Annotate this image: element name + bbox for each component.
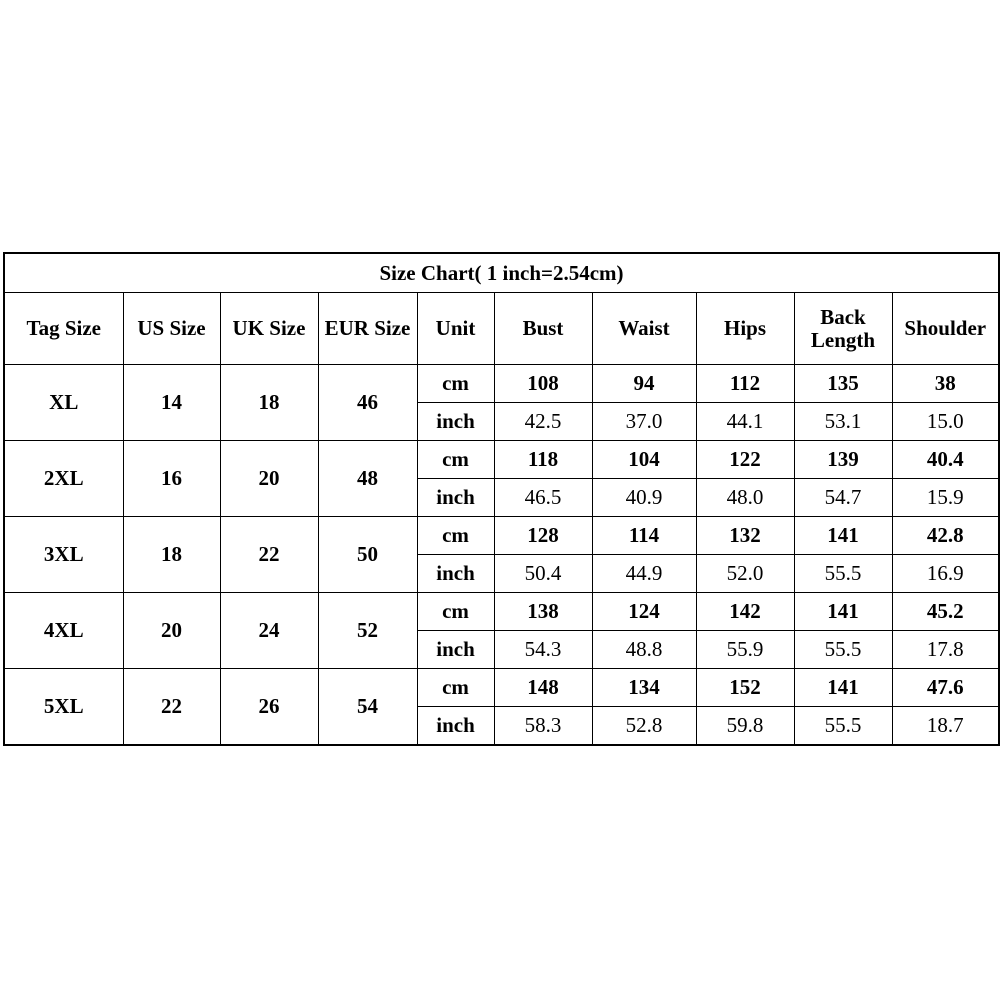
shoulder-cm-cell: 42.8 (892, 517, 999, 555)
table-row (4, 365, 999, 403)
back-length-cm-cell: 139 (794, 441, 892, 479)
table-row (4, 593, 999, 631)
header-us-size: US Size (123, 293, 220, 365)
size-chart-body (4, 253, 999, 745)
back-length-inch-cell: 54.7 (794, 479, 892, 517)
us-size-cell: 14 (123, 365, 220, 441)
hips-cm-cell: 122 (696, 441, 794, 479)
waist-inch-cell: 48.8 (592, 631, 696, 669)
bust-cm-cell: 128 (494, 517, 592, 555)
waist-cm-cell: 134 (592, 669, 696, 707)
header-row (4, 293, 999, 365)
bust-inch-cell: 54.3 (494, 631, 592, 669)
back-length-cm-cell: 135 (794, 365, 892, 403)
eur-size-cell: 46 (318, 365, 417, 441)
us-size-cell: 20 (123, 593, 220, 669)
back-length-inch-cell: 55.5 (794, 555, 892, 593)
bust-inch-cell: 50.4 (494, 555, 592, 593)
bust-inch-cell: 42.5 (494, 403, 592, 441)
hips-cm-cell: 142 (696, 593, 794, 631)
unit-cell: inch (417, 555, 494, 593)
hips-cm-cell: 132 (696, 517, 794, 555)
table-row (4, 669, 999, 707)
back-length-inch-cell: 55.5 (794, 631, 892, 669)
shoulder-inch-cell: 17.8 (892, 631, 999, 669)
size-chart-table (3, 252, 1000, 746)
bust-cm-cell: 138 (494, 593, 592, 631)
unit-cell: cm (417, 365, 494, 403)
eur-size-cell: 52 (318, 593, 417, 669)
shoulder-cm-cell: 38 (892, 365, 999, 403)
waist-cm-cell: 114 (592, 517, 696, 555)
back-length-cm-cell: 141 (794, 669, 892, 707)
unit-cell: inch (417, 403, 494, 441)
bust-inch-cell: 46.5 (494, 479, 592, 517)
hips-inch-cell: 59.8 (696, 707, 794, 746)
hips-inch-cell: 55.9 (696, 631, 794, 669)
waist-cm-cell: 104 (592, 441, 696, 479)
unit-cell: inch (417, 479, 494, 517)
uk-size-cell: 22 (220, 517, 318, 593)
shoulder-cm-cell: 45.2 (892, 593, 999, 631)
hips-cm-cell: 112 (696, 365, 794, 403)
shoulder-inch-cell: 15.0 (892, 403, 999, 441)
tag-size-cell: 3XL (4, 517, 123, 593)
unit-cell: cm (417, 669, 494, 707)
unit-cell: cm (417, 441, 494, 479)
bust-inch-cell: 58.3 (494, 707, 592, 746)
hips-inch-cell: 44.1 (696, 403, 794, 441)
header-uk-size: UK Size (220, 293, 318, 365)
shoulder-cm-cell: 47.6 (892, 669, 999, 707)
back-length-inch-cell: 53.1 (794, 403, 892, 441)
tag-size-cell: 2XL (4, 441, 123, 517)
unit-cell: inch (417, 631, 494, 669)
header-waist: Waist (592, 293, 696, 365)
header-eur-size: EUR Size (318, 293, 417, 365)
unit-cell: cm (417, 593, 494, 631)
header-back-length: Back Length (794, 293, 892, 365)
hips-inch-cell: 52.0 (696, 555, 794, 593)
back-length-cm-cell: 141 (794, 593, 892, 631)
us-size-cell: 16 (123, 441, 220, 517)
shoulder-cm-cell: 40.4 (892, 441, 999, 479)
tag-size-cell: 5XL (4, 669, 123, 746)
header-shoulder: Shoulder (892, 293, 999, 365)
table-row (4, 517, 999, 555)
shoulder-inch-cell: 16.9 (892, 555, 999, 593)
bust-cm-cell: 108 (494, 365, 592, 403)
unit-cell: inch (417, 707, 494, 746)
shoulder-inch-cell: 18.7 (892, 707, 999, 746)
waist-cm-cell: 124 (592, 593, 696, 631)
chart-title: Size Chart( 1 inch=2.54cm) (4, 253, 999, 293)
table-row (4, 441, 999, 479)
eur-size-cell: 54 (318, 669, 417, 746)
title-row (4, 253, 999, 293)
hips-inch-cell: 48.0 (696, 479, 794, 517)
header-bust: Bust (494, 293, 592, 365)
waist-inch-cell: 40.9 (592, 479, 696, 517)
uk-size-cell: 26 (220, 669, 318, 746)
back-length-inch-cell: 55.5 (794, 707, 892, 746)
back-length-cm-cell: 141 (794, 517, 892, 555)
eur-size-cell: 50 (318, 517, 417, 593)
uk-size-cell: 18 (220, 365, 318, 441)
header-unit: Unit (417, 293, 494, 365)
waist-inch-cell: 44.9 (592, 555, 696, 593)
bust-cm-cell: 118 (494, 441, 592, 479)
bust-cm-cell: 148 (494, 669, 592, 707)
us-size-cell: 22 (123, 669, 220, 746)
waist-inch-cell: 37.0 (592, 403, 696, 441)
uk-size-cell: 24 (220, 593, 318, 669)
header-tag-size: Tag Size (4, 293, 123, 365)
tag-size-cell: 4XL (4, 593, 123, 669)
eur-size-cell: 48 (318, 441, 417, 517)
unit-cell: cm (417, 517, 494, 555)
tag-size-cell: XL (4, 365, 123, 441)
uk-size-cell: 20 (220, 441, 318, 517)
waist-cm-cell: 94 (592, 365, 696, 403)
hips-cm-cell: 152 (696, 669, 794, 707)
us-size-cell: 18 (123, 517, 220, 593)
shoulder-inch-cell: 15.9 (892, 479, 999, 517)
header-hips: Hips (696, 293, 794, 365)
waist-inch-cell: 52.8 (592, 707, 696, 746)
